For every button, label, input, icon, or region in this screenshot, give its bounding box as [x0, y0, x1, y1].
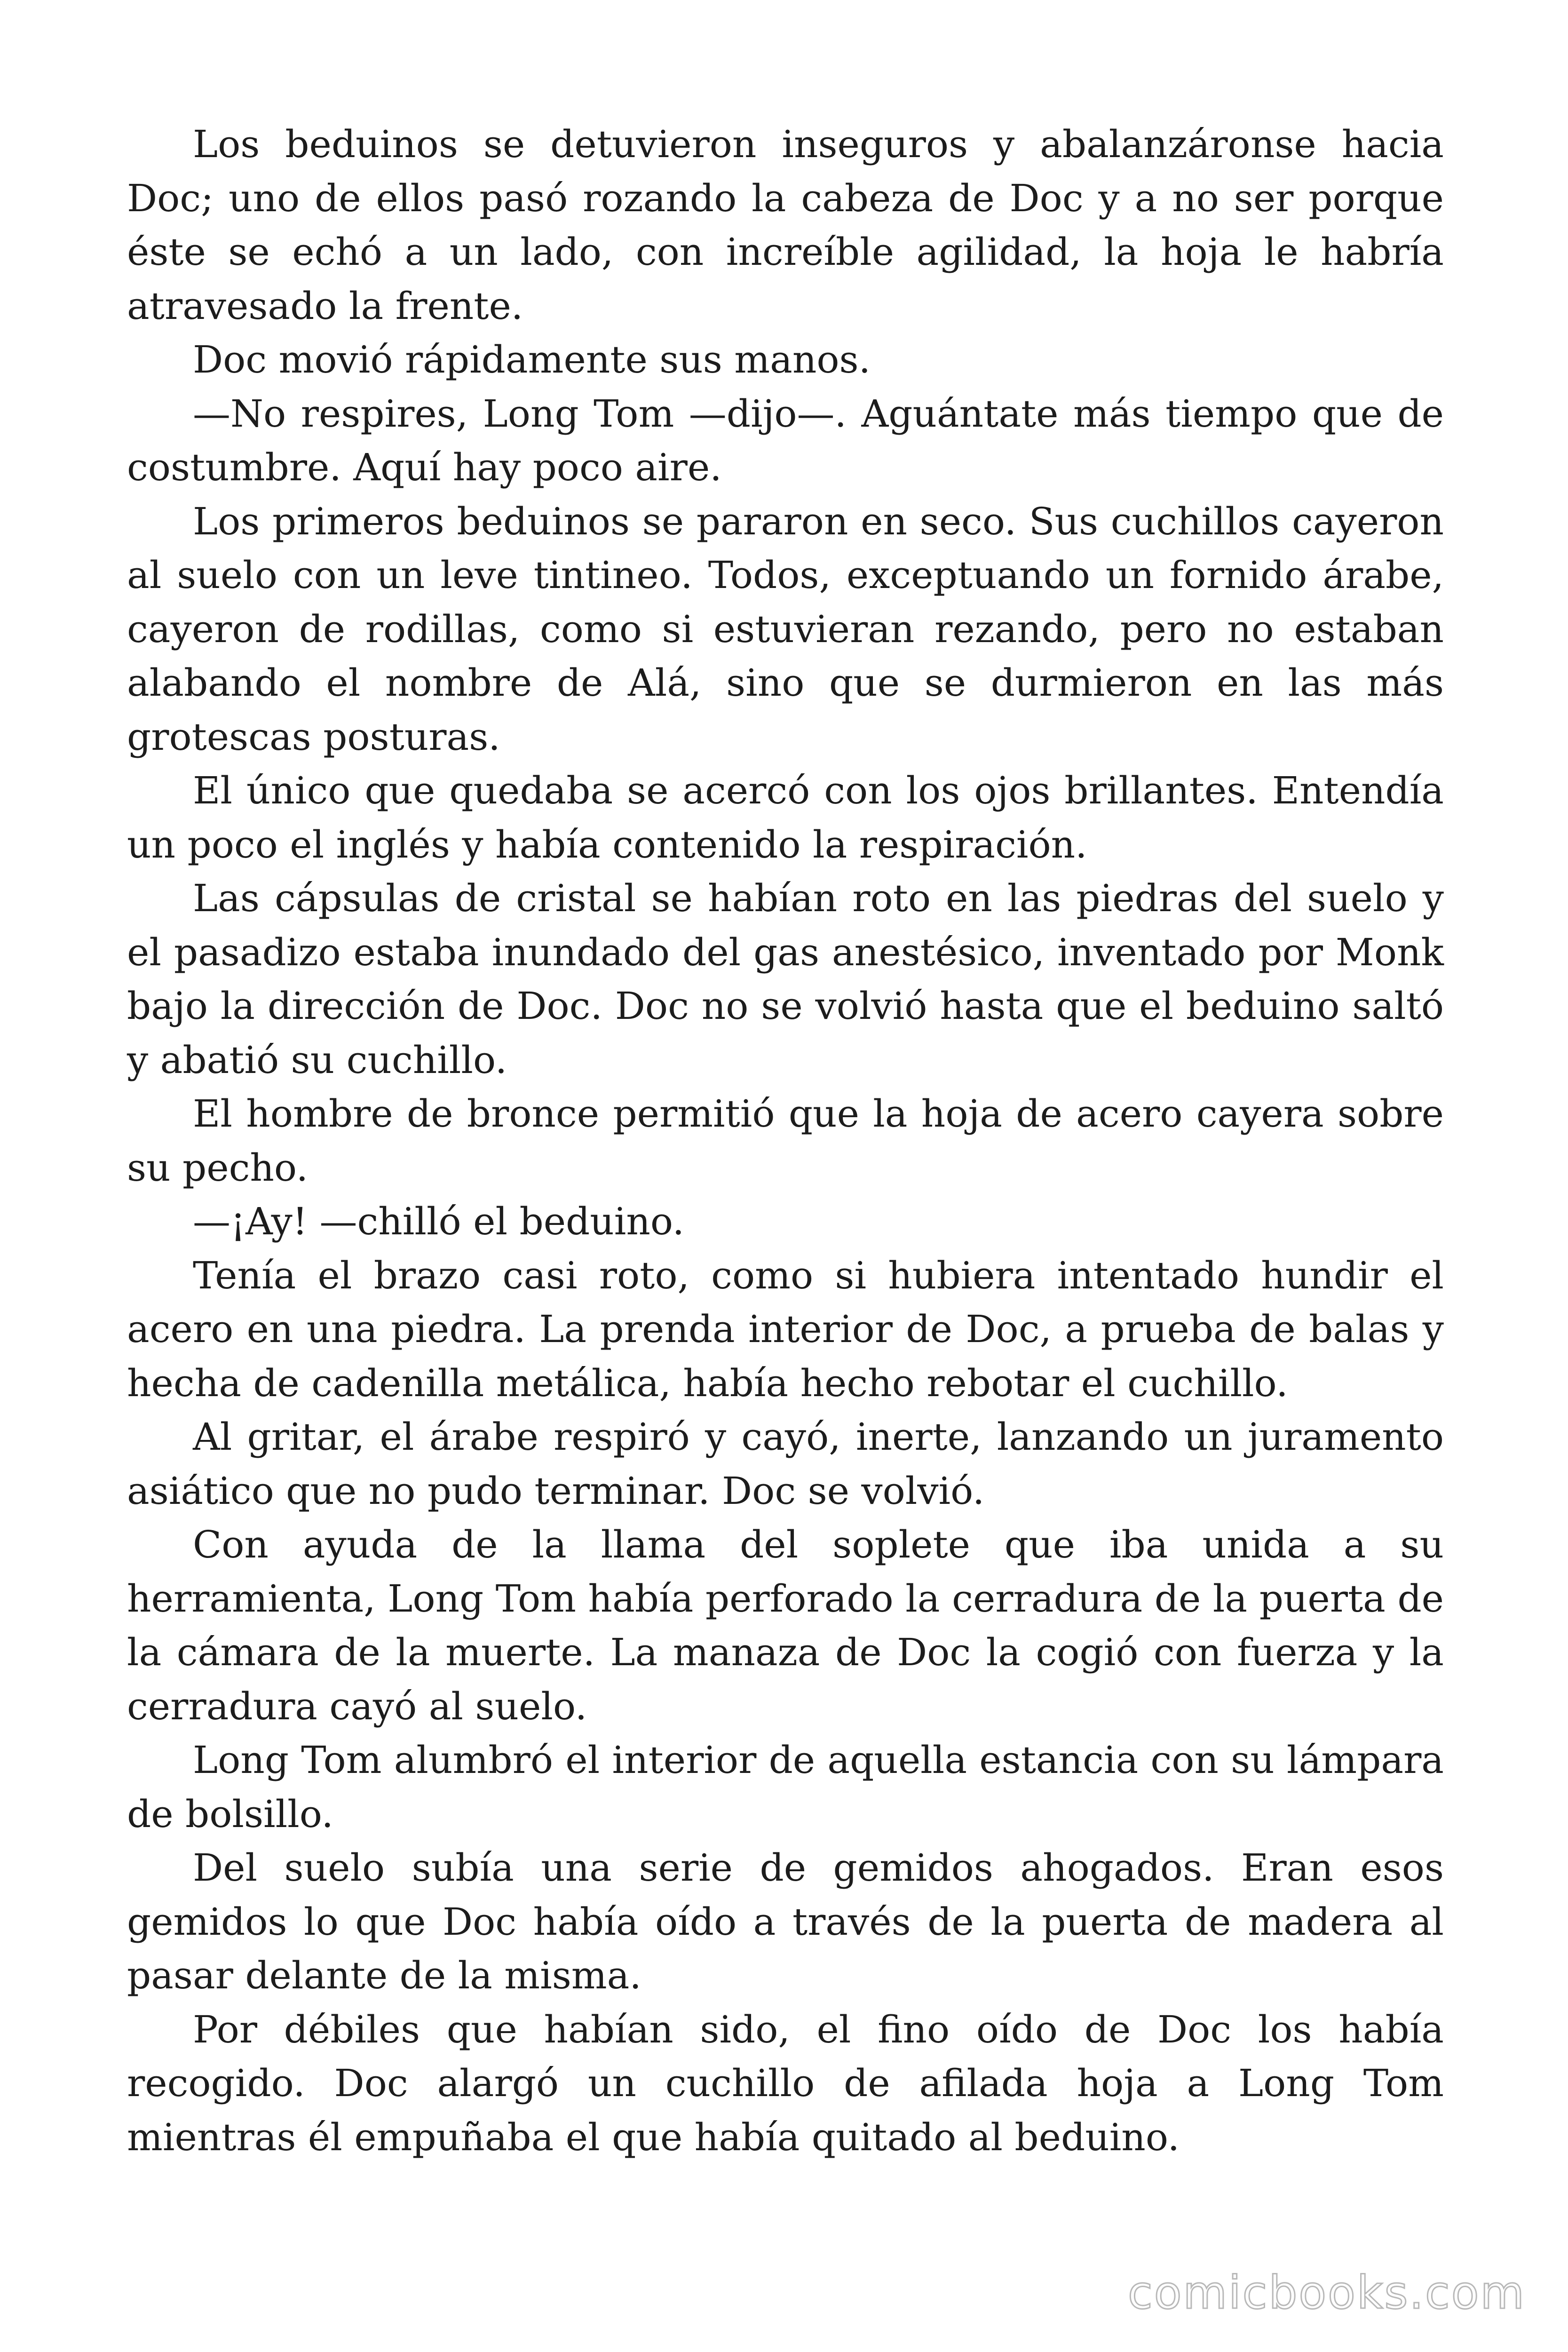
paragraph: Los primeros beduinos se pararon en seco. Sus cuchillos cayeron al suelo con un leve tintineo. Todos, exceptuando un fornido árabe, cayeron de rodillas, como si estuvieran rezando, pero no estaban alabando el nombre de Alá, sino que se durmieron en las más grotescas posturas. [127, 499, 1444, 759]
paragraph: —¡Ay! —chilló el beduino. [193, 1200, 685, 1243]
paragraph: —No respires, Long Tom —dijo—. Aguántate más tiempo que de costumbre. Aquí hay poco aire. [127, 391, 1444, 489]
paragraph: Con ayuda de la llama del soplete que iba unida a su herramienta, Long Tom había perforado la cerradura de la puerta de la cámara de la muerte. La manaza de Doc la cogió con fuerza y la cerradura cayó al suelo. [127, 1523, 1444, 1728]
paragraph: El único que quedaba se acercó con los ojos brillantes. Entendía un poco el inglés y había contenido la respiración. [127, 769, 1444, 866]
paragraph: Al gritar, el árabe respiró y cayó, inerte, lanzando un juramento asiático que no pudo terminar. Doc se volvió. [127, 1415, 1444, 1513]
paragraph: Doc movió rápidamente sus manos. [193, 338, 871, 381]
paragraph: Tenía el brazo casi roto, como si hubiera intentado hundir el acero en una piedra. La prenda interior de Doc, a prueba de balas y hecha de cadenilla metálica, había hecho rebotar el cuchillo. [127, 1253, 1444, 1405]
paragraph: Por débiles que habían sido, el fino oído de Doc los había recogido. Doc alargó un cuchillo de afilada hoja a Long Tom mientras él empuñaba el que había quitado al beduino. [127, 2007, 1444, 2159]
paragraph: Long Tom alumbró el interior de aquella estancia con su lámpara de bolsillo. [127, 1738, 1444, 1836]
page-text [127, 118, 1444, 2164]
paragraph: Los beduinos se detuvieron inseguros y abalanzáronse hacia Doc; uno de ellos pasó rozando la cabeza de Doc y a no ser porque éste se echó a un lado, con increíble agilidad, la hoja le habría atravesado la frente. [127, 122, 1444, 328]
paragraph: Del suelo subía una serie de gemidos ahogados. Eran esos gemidos lo que Doc había oído a través de la puerta de madera al pasar delante de la misma. [127, 1846, 1444, 1997]
paragraph: Las cápsulas de cristal se habían roto en las piedras del suelo y el pasadizo estaba inundado del gas anestésico, inventado por Monk bajo la dirección de Doc. Doc no se volvió hasta que el beduino saltó y abatió su cuchillo. [127, 876, 1444, 1082]
paragraph: El hombre de bronce permitió que la hoja de acero cayera sobre su pecho. [127, 1092, 1444, 1190]
watermark: comicbooks.com [1127, 2266, 1526, 2319]
